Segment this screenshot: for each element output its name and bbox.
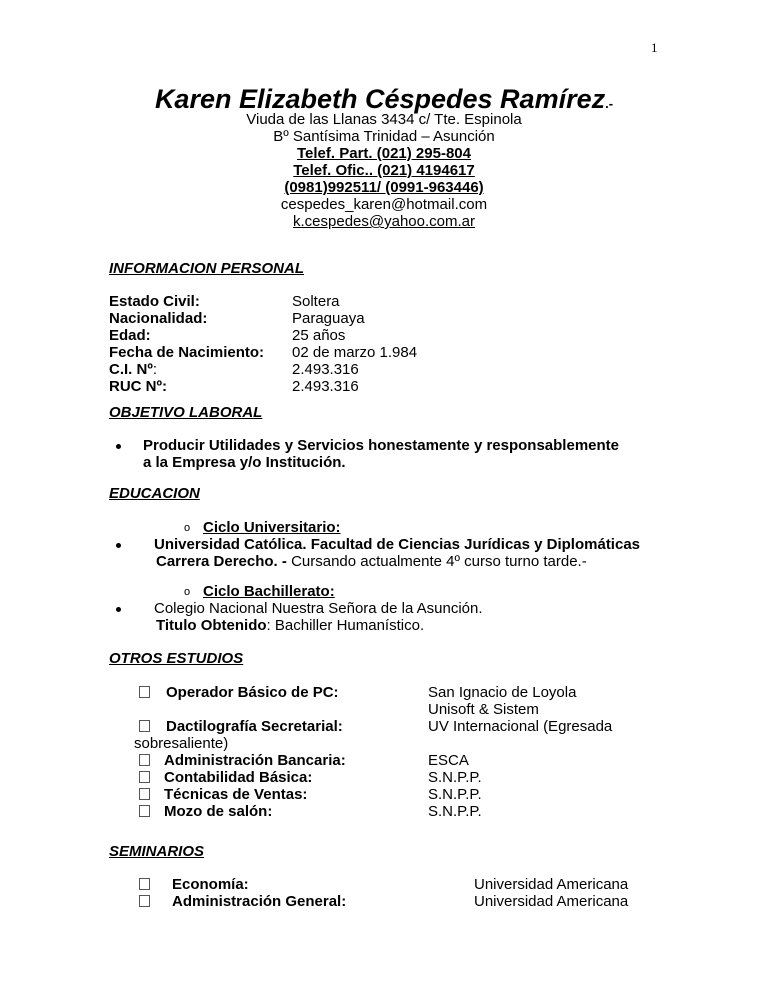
checkbox-icon (139, 878, 150, 890)
other-studies-heading: OTROS ESTUDIOS (109, 650, 244, 667)
course-name: Administración Bancaria: (164, 752, 346, 769)
page-number: 1 (651, 40, 658, 55)
objective-line-1: Producir Utilidades y Servicios honestamente y responsablemente (143, 437, 619, 454)
course-name: Operador Básico de PC: (166, 684, 339, 701)
course-institution: S.N.P.P. (428, 769, 482, 786)
objective-line-2: a la Empresa y/o Institución. (143, 454, 346, 471)
checkbox-icon (139, 805, 150, 817)
course-name: Dactilografía Secretarial: (166, 718, 343, 735)
label-civil-status: Estado Civil: (109, 293, 200, 310)
objective-heading: OBJETIVO LABORAL (109, 404, 263, 421)
email-primary: cespedes_karen@hotmail.com (280, 196, 488, 213)
label-birth-date: Fecha de Nacimiento: (109, 344, 265, 361)
seminar-institution: Universidad Americana (474, 893, 629, 910)
course-name-continued: sobresaliente) (134, 735, 229, 752)
circle-bullet-icon: o (184, 522, 191, 534)
label-id-number-colon: : (152, 361, 157, 378)
course-institution: UV Internacional (Egresada (428, 718, 613, 735)
value-age: 25 años (292, 327, 346, 344)
university-career: Carrera Derecho. - (156, 553, 287, 570)
highschool-degree-label: Titulo Obtenido (156, 617, 267, 634)
course-name: Contabilidad Básica: (164, 769, 313, 786)
course-institution: S.N.P.P. (428, 803, 482, 820)
checkbox-icon (139, 754, 150, 766)
university-line-1: Universidad Católica. Facultad de Ciencias Jurídicas y Diplomáticas (154, 536, 641, 553)
address-line-2: Bº Santísima Trinidad – Asunción (273, 128, 495, 145)
seminar-topic: Economía: (172, 876, 249, 893)
phone-mobile: (0981)992511/ (0991-963446) (284, 179, 484, 196)
course-institution: Unisoft & Sistem (428, 701, 539, 718)
highschool-degree-value: : Bachiller Humanístico. (266, 617, 425, 634)
candidate-name-suffix: .- (605, 96, 614, 111)
value-civil-status: Soltera (292, 293, 340, 310)
bullet-icon (116, 607, 121, 612)
personal-info-heading: INFORMACION PERSONAL (109, 260, 304, 277)
email-secondary-link[interactable]: k.cespedes@yahoo.com.ar (293, 213, 475, 230)
value-nationality: Paraguaya (292, 310, 365, 327)
phone-office: Telef. Ofic.. (021) 4194617 (293, 162, 475, 179)
value-id-number: 2.493.316 (292, 361, 359, 378)
highschool-cycle-title: Ciclo Bachillerato: (203, 583, 335, 600)
university-cycle-title: Ciclo Universitario: (203, 519, 341, 536)
checkbox-icon (139, 788, 150, 800)
course-name: Técnicas de Ventas: (164, 786, 308, 803)
address-line-1: Viuda de las Llanas 3434 c/ Tte. Espinola (246, 111, 522, 128)
course-institution: S.N.P.P. (428, 786, 482, 803)
course-name: Mozo de salón: (164, 803, 273, 820)
circle-bullet-icon: o (184, 586, 191, 598)
seminar-topic: Administración General: (172, 893, 347, 910)
bullet-icon (116, 543, 121, 548)
education-heading: EDUCACION (109, 485, 200, 502)
checkbox-icon (139, 720, 150, 732)
course-institution: ESCA (428, 752, 469, 769)
seminars-heading: SEMINARIOS (109, 843, 205, 860)
value-ruc: 2.493.316 (292, 378, 359, 395)
seminar-institution: Universidad Americana (474, 876, 629, 893)
label-nationality: Nacionalidad: (109, 310, 208, 327)
checkbox-icon (139, 771, 150, 783)
value-birth-date: 02 de marzo 1.984 (292, 344, 418, 361)
label-age: Edad: (109, 327, 151, 344)
course-institution: San Ignacio de Loyola (428, 684, 577, 701)
label-ruc: RUC Nº: (109, 378, 167, 395)
label-id-number: C.I. Nº (109, 361, 153, 378)
checkbox-icon (139, 895, 150, 907)
highschool-line-1: Colegio Nacional Nuestra Señora de la Asunción. (154, 600, 483, 617)
phone-home: Telef. Part. (021) 295-804 (297, 145, 471, 162)
checkbox-icon (139, 686, 150, 698)
university-status: Cursando actualmente 4º curso turno tarde.- (286, 553, 587, 570)
bullet-icon (116, 444, 121, 449)
candidate-name-text: Karen Elizabeth Céspedes Ramírez (154, 84, 606, 114)
